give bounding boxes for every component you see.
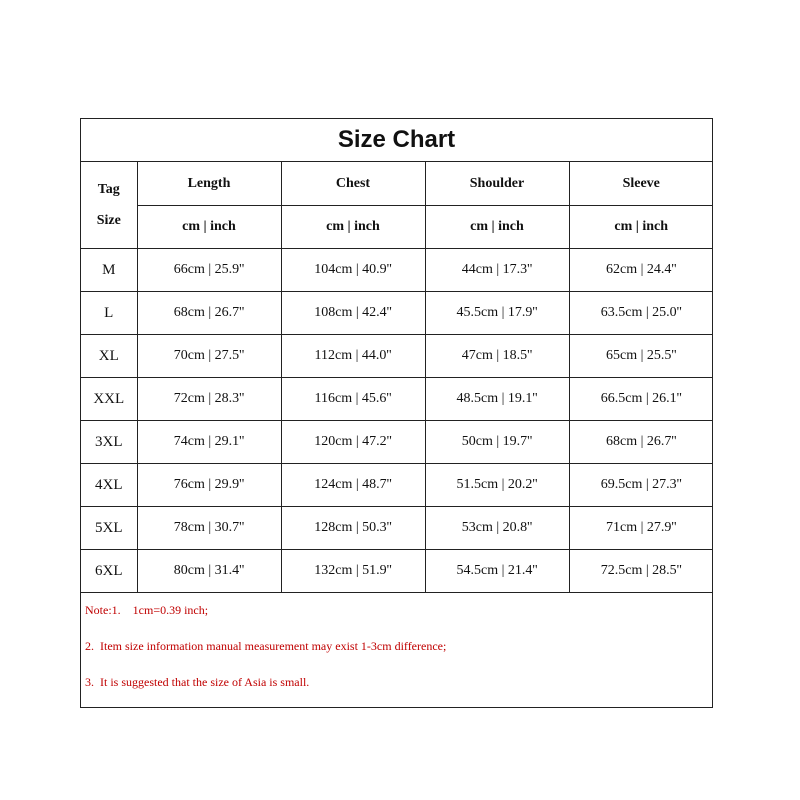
table-row xyxy=(81,464,713,507)
chest-cell: 120cm | 47.2'' xyxy=(281,421,425,464)
table-row xyxy=(81,292,713,335)
chest-cell: 128cm | 50.3'' xyxy=(281,507,425,550)
sleeve-cell: 63.5cm | 25.0'' xyxy=(569,292,713,335)
size-cell: XL xyxy=(81,335,137,378)
column-header-chest: Chest xyxy=(281,162,425,206)
tag-header-line2: Size xyxy=(96,213,121,228)
shoulder-cell: 53cm | 20.8'' xyxy=(425,507,569,550)
shoulder-cell: 47cm | 18.5'' xyxy=(425,335,569,378)
unit-label: cm | inch xyxy=(281,206,425,249)
length-cell: 72cm | 28.3'' xyxy=(137,378,281,421)
chest-cell: 124cm | 48.7'' xyxy=(281,464,425,507)
note-2: 2. Item size information manual measurement may exist 1-3cm difference; xyxy=(85,639,447,653)
size-chart xyxy=(80,118,713,708)
table-row xyxy=(81,378,713,421)
table-row xyxy=(81,335,713,378)
unit-label: cm | inch xyxy=(569,206,713,249)
size-cell: 5XL xyxy=(81,507,137,550)
table-row xyxy=(81,550,713,593)
column-header-sleeve: Sleeve xyxy=(569,162,713,206)
table-row xyxy=(81,421,713,464)
unit-label: cm | inch xyxy=(425,206,569,249)
table-row xyxy=(81,249,713,292)
size-cell: 3XL xyxy=(81,421,137,464)
shoulder-cell: 51.5cm | 20.2'' xyxy=(425,464,569,507)
table-row xyxy=(81,507,713,550)
unit-row xyxy=(81,206,713,249)
note-1: Note:1. 1cm=0.39 inch; xyxy=(85,603,209,617)
column-header-length: Length xyxy=(137,162,281,206)
header-row xyxy=(81,162,713,206)
size-cell: L xyxy=(81,292,137,335)
sleeve-cell: 65cm | 25.5'' xyxy=(569,335,713,378)
size-cell: M xyxy=(81,249,137,292)
shoulder-cell: 44cm | 17.3'' xyxy=(425,249,569,292)
title-row xyxy=(81,119,712,162)
column-header-shoulder: Shoulder xyxy=(425,162,569,206)
length-cell: 80cm | 31.4'' xyxy=(137,550,281,593)
notes-section xyxy=(81,593,712,709)
shoulder-cell: 48.5cm | 19.1'' xyxy=(425,378,569,421)
note-3: 3. It is suggested that the size of Asia is small. xyxy=(85,675,310,689)
length-cell: 70cm | 27.5'' xyxy=(137,335,281,378)
shoulder-cell: 45.5cm | 17.9'' xyxy=(425,292,569,335)
sleeve-cell: 68cm | 26.7'' xyxy=(569,421,713,464)
sleeve-cell: 62cm | 24.4'' xyxy=(569,249,713,292)
size-table xyxy=(81,162,713,593)
chest-cell: 132cm | 51.9'' xyxy=(281,550,425,593)
tag-size-header xyxy=(81,162,137,249)
sleeve-cell: 71cm | 27.9'' xyxy=(569,507,713,550)
size-cell: 6XL xyxy=(81,550,137,593)
size-cell: 4XL xyxy=(81,464,137,507)
sleeve-cell: 66.5cm | 26.1'' xyxy=(569,378,713,421)
shoulder-cell: 50cm | 19.7'' xyxy=(425,421,569,464)
chest-cell: 104cm | 40.9'' xyxy=(281,249,425,292)
length-cell: 68cm | 26.7'' xyxy=(137,292,281,335)
shoulder-cell: 54.5cm | 21.4'' xyxy=(425,550,569,593)
length-cell: 76cm | 29.9'' xyxy=(137,464,281,507)
length-cell: 78cm | 30.7'' xyxy=(137,507,281,550)
chest-cell: 108cm | 42.4'' xyxy=(281,292,425,335)
size-cell: XXL xyxy=(81,378,137,421)
chest-cell: 112cm | 44.0'' xyxy=(281,335,425,378)
chest-cell: 116cm | 45.6'' xyxy=(281,378,425,421)
tag-header-line1: Tag xyxy=(97,182,120,197)
chart-title: Size Chart xyxy=(337,126,456,153)
sleeve-cell: 72.5cm | 28.5'' xyxy=(569,550,713,593)
unit-label: cm | inch xyxy=(137,206,281,249)
sleeve-cell: 69.5cm | 27.3'' xyxy=(569,464,713,507)
length-cell: 66cm | 25.9'' xyxy=(137,249,281,292)
length-cell: 74cm | 29.1'' xyxy=(137,421,281,464)
